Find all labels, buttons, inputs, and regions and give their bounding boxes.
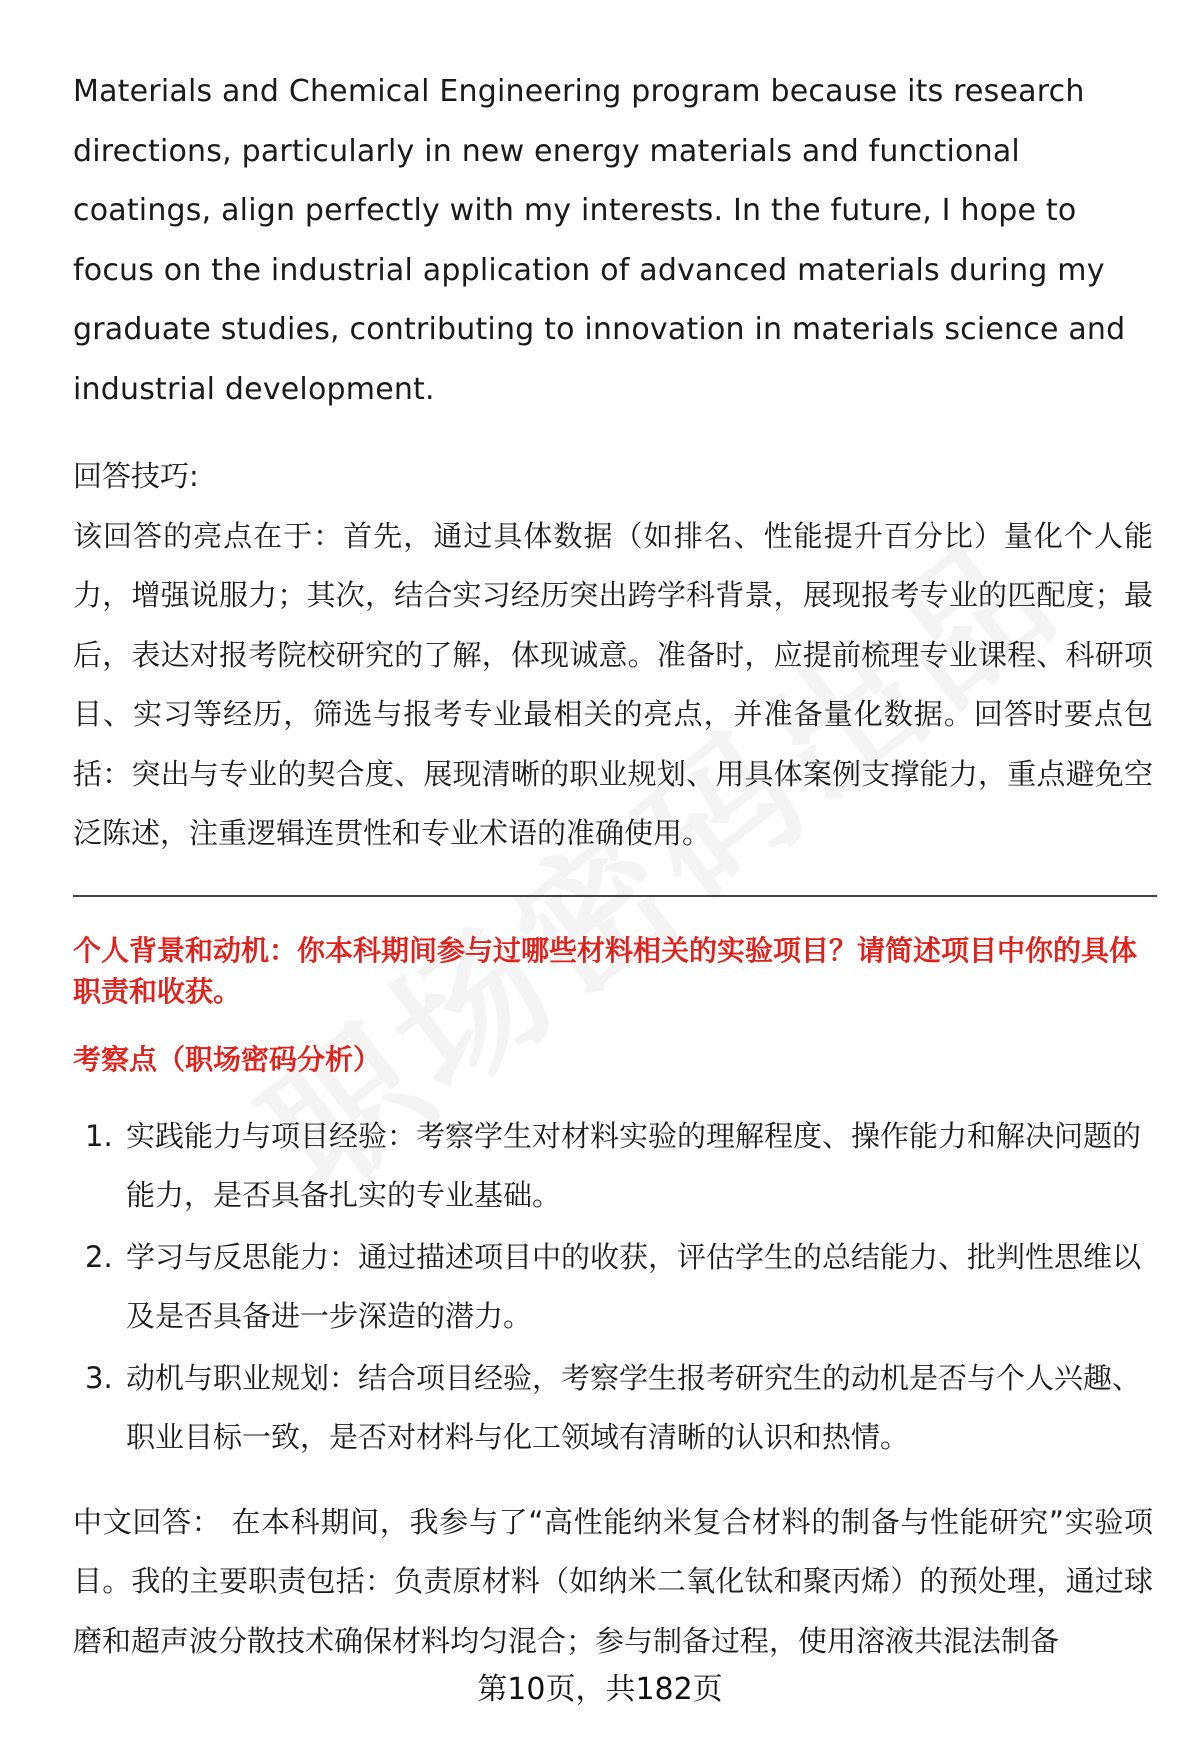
list-item-text: 学习与反思能力：通过描述项目中的收获，评估学生的总结能力、批判性思维以及是否具备进一步深造的潜力。 — [126, 1239, 1142, 1333]
chinese-answer: 中文回答： 在本科期间，我参与了“高性能纳米复合材料的制备与性能研究”实验项目。我的主要职责包括：负责原材料（如纳米二氧化钛和聚丙烯）的预处理，通过球磨和超声波分散技术确保材料均匀混合；参与制备过程，使用溶液共混法制备 — [73, 1504, 1153, 1658]
answer-tips-heading: 回答技巧: — [73, 459, 199, 493]
list-item-text: 实践能力与项目经验：考察学生对材料实验的理解程度、操作能力和解决问题的能力，是否具备扎实的专业基础。 — [126, 1118, 1142, 1212]
list-item — [73, 1228, 1153, 1346]
page-number: 第10页，共182页 — [477, 1672, 723, 1707]
assessment-heading: 考察点（职场密码分析） — [73, 1042, 382, 1076]
list-item-text: 动机与职业规划：结合项目经验，考察学生报考研究生的动机是否与个人兴趣、职业目标一致，是否对材料与化工领域有清晰的认识和热情。 — [126, 1360, 1142, 1454]
document-page — [73, 62, 1153, 1671]
list-item — [73, 1107, 1153, 1225]
answer-tips-section — [73, 447, 1153, 864]
list-item-number: 3. — [85, 1360, 113, 1395]
interview-question: 个人背景和动机：你本科期间参与过哪些材料相关的实验项目？请简述项目中你的具体职责和收获。 — [73, 933, 1138, 1008]
answer-tips-body: 该回答的亮点在于：首先，通过具体数据（如排名、性能提升百分比）量化个人能力，增强说服力；其次，结合实习经历突出跨学科背景，展现报考专业的匹配度；最后，表达对报考院校研究的了解，体现诚意。准备时，应提前梳理专业课程、科研项目、实习等经历，筛选与报考专业最相关的亮点，并准备量化数据。回答时要点包括：突出与专业的契合度、展现清晰的职业规划、用具体案例支撑能力，重点避免空泛陈述，注重逻辑连贯性和专业术语的准确使用。 — [73, 518, 1153, 850]
section-divider — [73, 895, 1157, 897]
intro-paragraph: Materials and Chemical Engineering program because its research directions, particularly in new energy materials and functional coatings, align perfectly with my interests. In the future, I hope to focus on the industrial application of advanced materials during my graduate studies, contributing to innovation in materials science and industrial development. — [73, 74, 1126, 407]
list-item-number: 2. — [85, 1239, 113, 1274]
list-item — [73, 1349, 1153, 1467]
assessment-list — [73, 1107, 1153, 1467]
list-item-number: 1. — [85, 1118, 113, 1153]
